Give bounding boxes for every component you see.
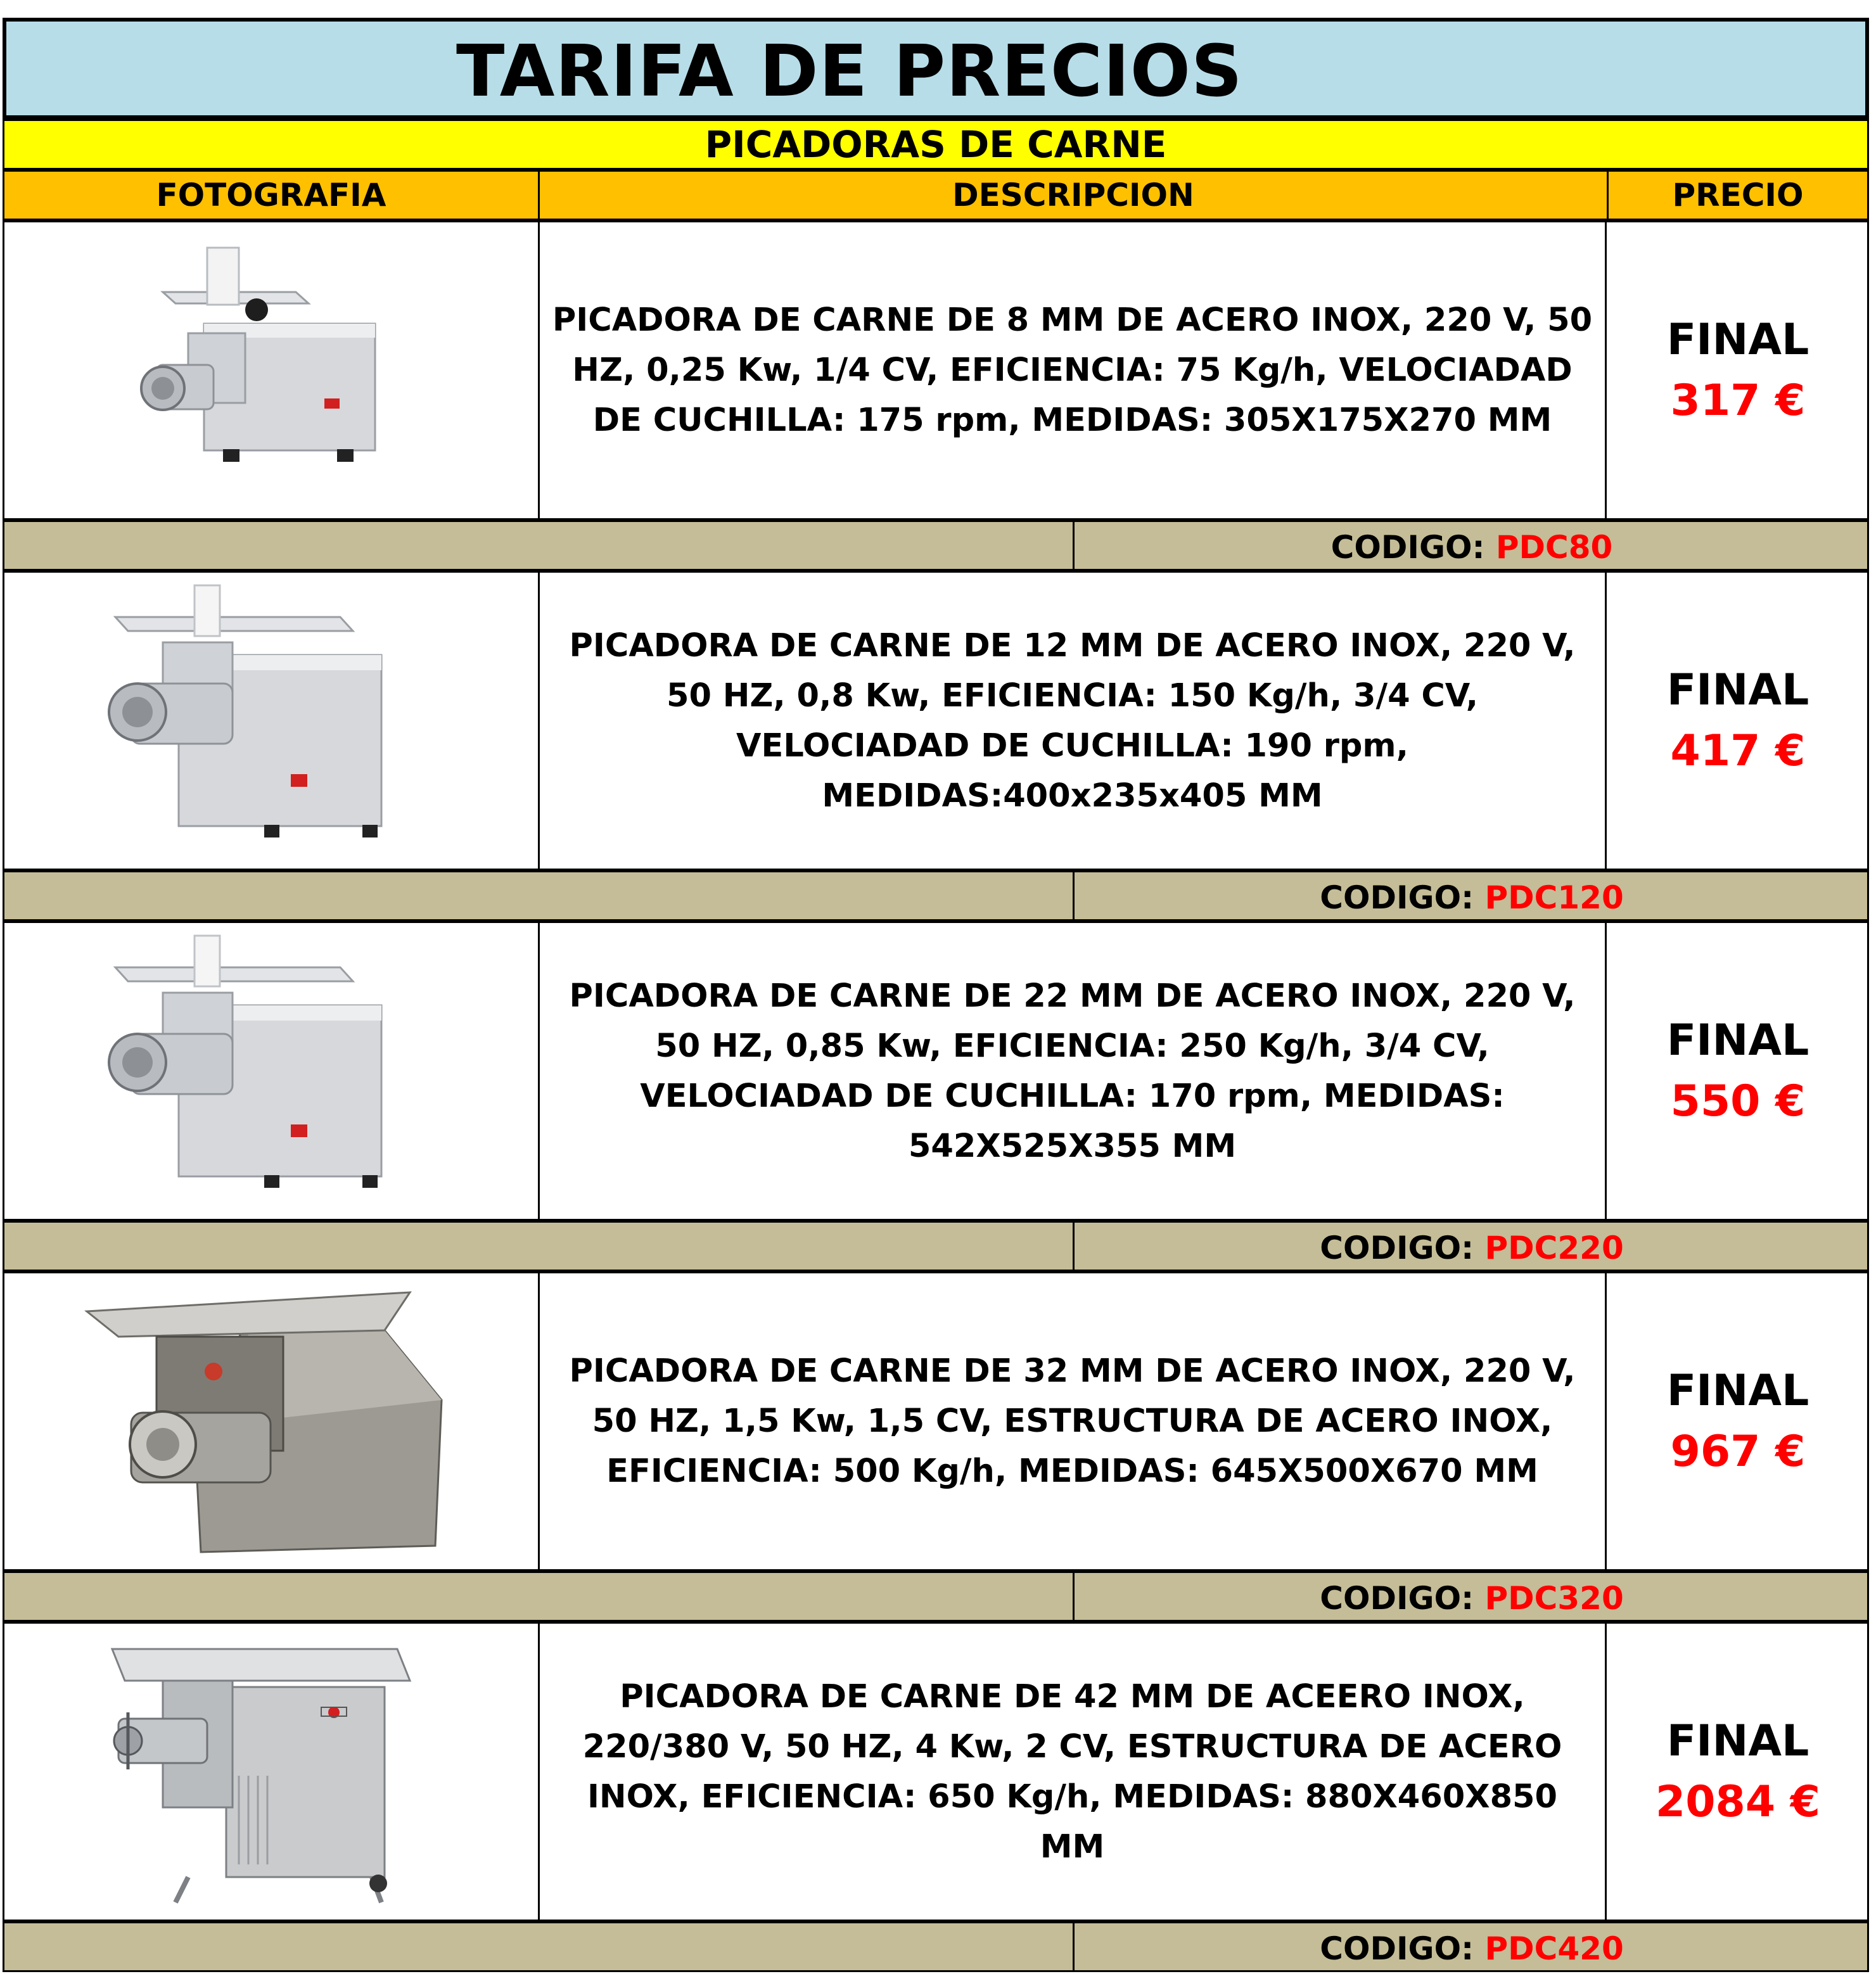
product-photo <box>4 1273 540 1569</box>
header-price: PRECIO <box>1672 177 1804 213</box>
product-photo <box>4 923 540 1219</box>
header-photo: FOTOGRAFIA <box>4 172 540 219</box>
code-label: CODIGO: <box>1320 1580 1485 1617</box>
price-value: 417 € <box>1670 725 1806 776</box>
product-row <box>3 921 1869 1221</box>
product-description: PICADORA DE CARNE DE 12 MM DE ACERO INOX, 220 V, 50 HZ, 0,8 Kw, EFICIENCIA: 150 Kg/h, 3/4 CV, VELOCIADAD DE CUCHILLA: 190 rpm, MEDIDAS:400x235x405 MM <box>540 573 1607 869</box>
product-photo <box>4 222 540 518</box>
code-value: PDC120 <box>1484 879 1624 916</box>
code-value: PDC80 <box>1495 529 1613 566</box>
table-header <box>3 170 1869 220</box>
product-code <box>1073 872 1869 919</box>
price-label: FINAL <box>1666 1365 1809 1416</box>
code-row <box>3 1571 1869 1622</box>
code-value: PDC220 <box>1484 1230 1624 1266</box>
code-label: CODIGO: <box>1320 1230 1485 1266</box>
price-value: 317 € <box>1670 375 1806 426</box>
code-label: CODIGO: <box>1320 879 1485 916</box>
price-value: 2084 € <box>1655 1776 1821 1827</box>
code-row <box>3 1921 1869 1972</box>
product-photo <box>4 573 540 869</box>
product-description: PICADORA DE CARNE DE 8 MM DE ACERO INOX, 220 V, 50 HZ, 0,25 Kw, 1/4 CV, EFICIENCIA: 75 Kg/h, VELOCIADAD DE CUCHILLA: 175 rpm, MEDIDAS: 305X175X270 MM <box>540 222 1607 518</box>
product-code <box>1073 1573 1869 1620</box>
product-row <box>3 571 1869 870</box>
product-price <box>1609 1624 1867 1920</box>
price-value: 550 € <box>1670 1076 1806 1126</box>
code-label: CODIGO: <box>1330 529 1496 566</box>
code-row <box>3 870 1869 921</box>
code-row <box>3 520 1869 571</box>
code-value: PDC320 <box>1484 1580 1624 1617</box>
section-title: PICADORAS DE CARNE <box>3 119 1869 170</box>
price-label: FINAL <box>1666 1015 1809 1066</box>
title-bar <box>3 18 1869 119</box>
product-description: PICADORA DE CARNE DE 22 MM DE ACERO INOX, 220 V, 50 HZ, 0,85 Kw, EFICIENCIA: 250 Kg/h, 3/4 CV, VELOCIADAD DE CUCHILLA: 170 rpm, MEDIDAS: 542X525X355 MM <box>540 923 1607 1219</box>
meat-grinder-large-icon <box>4 1273 538 1569</box>
product-row <box>3 220 1869 520</box>
code-value: PDC420 <box>1484 1930 1624 1967</box>
code-label: CODIGO: <box>1320 1930 1485 1967</box>
price-label: FINAL <box>1666 314 1809 365</box>
price-value: 967 € <box>1670 1426 1806 1477</box>
product-description: PICADORA DE CARNE DE 32 MM DE ACERO INOX, 220 V, 50 HZ, 1,5 Kw, 1,5 CV, ESTRUCTURA DE ACERO INOX, EFICIENCIA: 500 Kg/h, MEDIDAS: 645X500X670 MM <box>540 1273 1607 1569</box>
price-label: FINAL <box>1666 665 1809 715</box>
product-code <box>1073 1923 1869 1970</box>
code-row <box>3 1221 1869 1271</box>
product-code <box>1073 522 1869 569</box>
product-price <box>1609 222 1867 518</box>
page-title: TARIFA DE PRECIOS <box>456 30 1243 113</box>
product-description: PICADORA DE CARNE DE 42 MM DE ACEERO INOX, 220/380 V, 50 HZ, 4 Kw, 2 CV, ESTRUCTURA DE ACERO INOX, EFICIENCIA: 650 Kg/h, MEDIDAS: 880X460X850 MM <box>540 1624 1607 1920</box>
price-label: FINAL <box>1666 1716 1809 1766</box>
product-price <box>1609 1273 1867 1569</box>
product-row <box>3 1622 1869 1921</box>
header-description: DESCRIPCION <box>540 172 1609 219</box>
product-code <box>1073 1223 1869 1270</box>
product-price <box>1609 573 1867 869</box>
meat-grinder-small-icon <box>4 222 538 518</box>
meat-grinder-industrial-icon <box>4 1624 538 1920</box>
product-price <box>1609 923 1867 1219</box>
meat-grinder-medium-icon <box>4 573 538 869</box>
product-row <box>3 1271 1869 1571</box>
product-photo <box>4 1624 540 1920</box>
meat-grinder-medium-icon <box>4 923 538 1219</box>
